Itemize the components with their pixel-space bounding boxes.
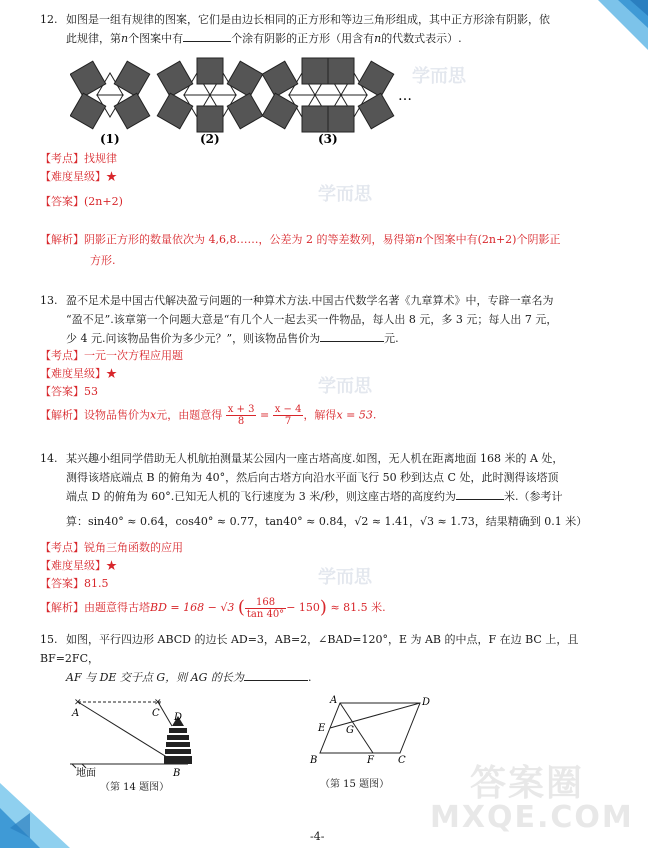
answer: 【答案】81.5	[40, 577, 109, 590]
question-text: 此规律，第	[66, 32, 121, 45]
watermark: 学而思	[318, 567, 372, 588]
analysis	[40, 229, 610, 271]
question-15	[40, 630, 610, 687]
analysis-text: 个阴影正	[516, 233, 561, 246]
label-B: B	[173, 768, 181, 779]
analysis-text: 【解析】设物品售价为	[40, 408, 150, 422]
pattern-2	[157, 58, 263, 132]
pattern-figure	[70, 55, 430, 150]
question-number: 12.	[40, 13, 58, 26]
analysis-text: ≈ 81.5 米.	[330, 601, 386, 614]
answer-blank	[244, 668, 308, 681]
question-number: 13.	[40, 294, 58, 307]
answer-blank	[183, 29, 231, 42]
question-text: “盈不足”.该章第一个问题大意是“有几个人一起去买一件物品，每人出 8 元，多 3 元；每人出 7 元，	[66, 313, 558, 326]
question-text: 测得该塔底端点 B 的俯角为 40°，然后向古塔方向沿水平面飞行 50 秒到达点 C 处，此时测得该塔顶	[66, 471, 559, 484]
fraction-numerator: x + 3	[227, 404, 255, 415]
question-text: 如图，平行四边形 ABCD 的边长 AD=3，AB=2，∠BAD=120°，E 为 AB 的中点，F 在边 BC 上，且 BF=2FC，	[40, 633, 579, 665]
answer-blank	[320, 329, 384, 342]
analysis-text: (2n+2)	[477, 233, 517, 246]
paren-left: (	[237, 597, 245, 618]
difficulty: 【难度星级】★	[40, 559, 117, 572]
fraction	[273, 404, 304, 427]
pattern-label-3: (3)	[318, 132, 338, 146]
answer: 【答案】(2n+2)	[40, 195, 123, 208]
answer: 【答案】53	[40, 385, 98, 398]
question-text: AF 与 DE 交于点 G，则 AG 的长为	[66, 671, 244, 684]
label-D: D	[174, 712, 183, 723]
variable-x: x	[150, 408, 157, 422]
fraction-numerator: x − 4	[274, 404, 302, 415]
watermark: 学而思	[412, 66, 466, 87]
watermark: 学而思	[318, 184, 372, 205]
solution: x = 53	[336, 408, 373, 422]
pattern-label-1: (1)	[100, 132, 120, 146]
difficulty: 【难度星级】★	[40, 367, 117, 380]
svg-text:✕: ✕	[154, 698, 162, 708]
analysis-text: 元，由题意得	[156, 408, 223, 422]
question-13	[40, 291, 610, 348]
analysis-text: .	[372, 408, 377, 422]
analysis-text: ，解得	[303, 408, 337, 422]
question-text: 某兴趣小组同学借助无人机航拍测量某公园内一座古塔高度.如图，无人机在距离地面 168 米的 A 处，	[66, 452, 564, 465]
pagoda-icon	[164, 716, 192, 764]
label-A: A	[72, 708, 80, 719]
analysis	[40, 596, 386, 620]
question-14	[40, 449, 610, 531]
difficulty: 【难度星级】★	[40, 170, 117, 183]
ellipsis: …	[398, 88, 412, 104]
question-number: 15.	[40, 633, 58, 646]
fraction	[245, 597, 286, 620]
paren-right: )	[319, 597, 327, 618]
equals-sign: =	[259, 408, 270, 422]
watermark: 学而思	[318, 376, 372, 397]
question-text: 如图是一组有规律的图案，它们是由边长相同的正方形和等边三角形组成，其中正方形涂有阴影，依	[66, 13, 550, 26]
pattern-1	[70, 61, 150, 129]
question-text: 米.（参考计	[504, 490, 563, 503]
pattern-label-2: (2)	[200, 132, 220, 146]
label-F: F	[367, 755, 374, 766]
question-text: 端点 D 的俯角为 60°.已知无人机的飞行速度为 3 米/秒，则这座古塔的高度约为	[66, 490, 456, 503]
ground-label: 地面	[76, 768, 96, 779]
label-B: B	[310, 755, 318, 766]
question-text: 个图案中有	[128, 32, 184, 45]
question-text: 个涂有阴影的正方形（用含有	[231, 32, 375, 45]
pattern-3	[262, 58, 394, 132]
answer-blank	[456, 487, 504, 500]
analysis-text: 方形.	[90, 254, 116, 267]
label-A: A	[330, 695, 338, 706]
fraction-denominator: 7	[284, 416, 292, 427]
analysis-text: 【解析】由题意得古塔	[40, 601, 150, 614]
variable-n: n	[121, 32, 129, 45]
label-G: G	[346, 725, 354, 736]
analysis-text: 个图案中有	[422, 233, 478, 246]
question-text: 的代数式表示）.	[381, 32, 462, 45]
kaodian: 【考点】锐角三角函数的应用	[40, 541, 183, 554]
figure-15	[300, 693, 440, 773]
label-C: C	[398, 755, 406, 766]
kaodian: 【考点】找规律	[40, 152, 117, 165]
fraction	[226, 404, 257, 427]
label-C: C	[152, 708, 160, 719]
fraction-numerator: 168	[245, 597, 286, 609]
analysis	[40, 404, 376, 427]
figure-15-caption: （第 15 题图）	[320, 779, 390, 790]
label-E: E	[318, 723, 326, 734]
bottom-watermark-line2: MXQE.COM	[430, 800, 634, 835]
page-number: -4-	[310, 830, 325, 843]
variable-n: n	[415, 233, 423, 246]
variable-n: n	[374, 32, 382, 45]
figure-14-caption: （第 14 题图）	[100, 782, 170, 793]
question-text: 盈不足术是中国古代解决盈亏问题的一种算术方法.中国古代数学名著《九章算术》中，专辟一章名为	[66, 294, 554, 307]
figure-14	[70, 690, 200, 786]
label-D: D	[422, 697, 431, 708]
question-text: 元.	[384, 332, 399, 345]
bottom-watermark-line1: 答案圈	[470, 763, 585, 804]
analysis-text: − 150	[286, 601, 320, 614]
question-number: 14.	[40, 452, 58, 465]
question-text: .	[307, 671, 312, 684]
question-text: 算：sin40° ≈ 0.64，cos40° ≈ 0.77，tan40° ≈ 0.84，√2 ≈ 1.41，√3 ≈ 1.73，结果精确到 0.1 米）	[66, 515, 588, 528]
formula: BD = 168 − √3	[150, 601, 235, 614]
svg-text:✕: ✕	[74, 698, 82, 708]
kaodian: 【考点】一元一次方程应用题	[40, 349, 183, 362]
fraction-denominator: tan 40°	[246, 608, 285, 620]
analysis-text: 【解析】阴影正方形的数量依次为 4,6,8……，公差为 2 的等差数列，易得第	[40, 233, 416, 246]
question-text: 少 4 元.问该物品售价为多少元？”，则该物品售价为	[66, 332, 321, 345]
fraction-denominator: 8	[237, 416, 245, 427]
question-12	[40, 10, 610, 48]
